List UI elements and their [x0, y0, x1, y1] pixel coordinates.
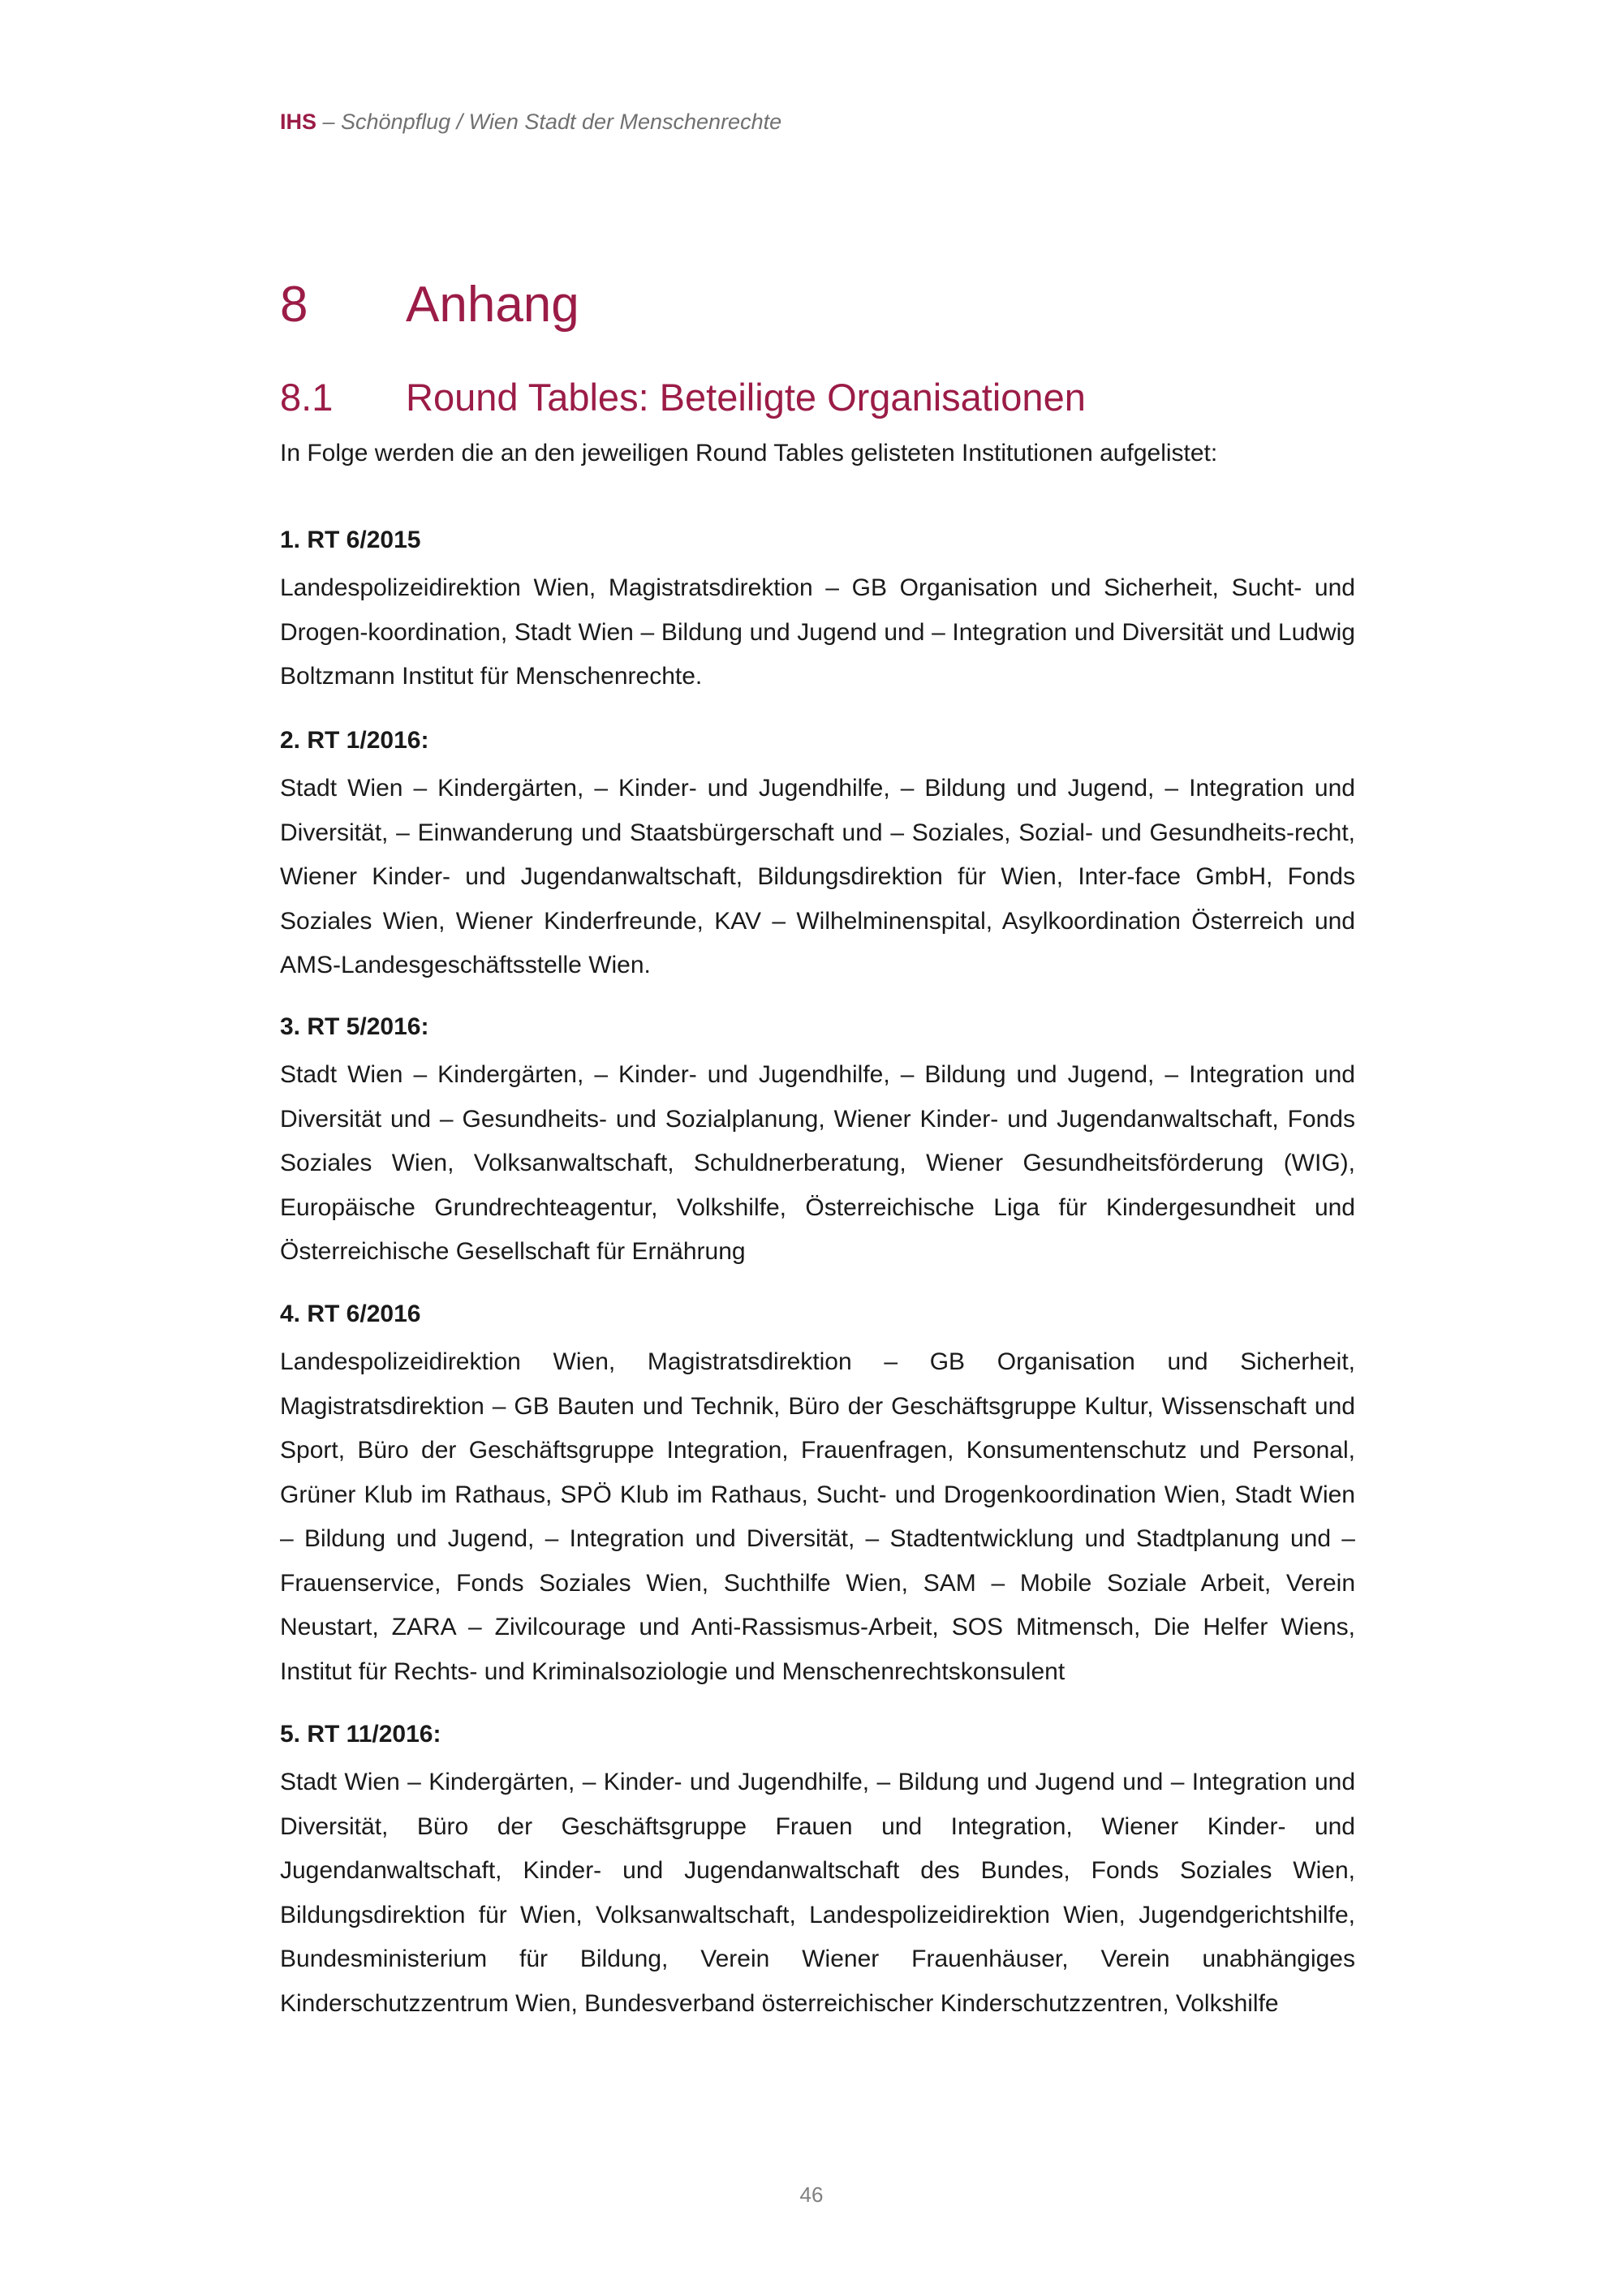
chapter-number: 8	[280, 277, 308, 333]
section-heading	[280, 376, 1086, 419]
header-org: IHS	[280, 110, 317, 134]
round-table-3	[280, 1009, 1355, 1275]
round-table-text: Stadt Wien – Kindergärten, – Kinder- und Jugendhilfe, – Bildung und Jugend, – Integration und Diversität und – Gesundheits- und Sozialplanung, Wiener Kinder- und Jugendanwaltschaft, Fonds Soziales Wien, Volksanwaltschaft, Schuldnerberatung, Wiener Gesundheitsförderung (WIG), Europäische Grundrechteagentur, Volkshilfe, Österreichische Liga für Kindergesundheit und Österreichische Gesellschaft für Ernährung	[280, 1061, 1355, 1265]
round-table-text: Landespolizeidirektion Wien, Magistratsdirektion – GB Organisation und Sicherheit, Magistratsdirektion – GB Bauten und Technik, Büro der Geschäftsgruppe Kultur, Wissenschaft und Sport, Büro der Geschäftsgruppe Integration, Frauenfragen, Konsumentenschutz und Personal, Grüner Klub im Rathaus, SPÖ Klub im Rathaus, Sucht- und Drogenkoordination Wien, Stadt Wien – Bildung und Jugend, – Integration und Diversität, – Stadtentwicklung und Stadtplanung und – Frauenservice, Fonds Soziales Wien, Suchthilfe Wien, SAM – Mobile Soziale Arbeit, Verein Neustart, ZARA – Zivilcourage und Anti-Rassismus-Arbeit, SOS Mitmensch, Die Helfer Wiens, Institut für Rechts- und Kriminalsoziologie und Menschenrechtskonsulent	[280, 1348, 1355, 1685]
round-table-1	[280, 522, 1355, 699]
round-table-5	[280, 1717, 1355, 2026]
round-table-title: 3. RT 5/2016:	[280, 1013, 429, 1040]
running-header	[280, 110, 781, 135]
page-number: 46	[799, 2182, 824, 2207]
round-table-title: 5. RT 11/2016:	[280, 1721, 441, 1748]
round-table-text: Stadt Wien – Kindergärten, – Kinder- und Jugendhilfe, – Bildung und Jugend und – Integration und Diversität, Büro der Geschäftsgruppe Frauen und Integration, Wiener Kinder- und Jugendanwaltschaft, Kinder- und Jugendanwaltschaft des Bundes, Fonds Soziales Wien, Bildungsdirektion für Wien, Volksanwaltschaft, Landespolizeidirektion Wien, Jugendgerichtshilfe, Bundesministerium für Bildung, Verein Wiener Frauenhäuser, Verein unabhängiges Kinderschutzzentrum Wien, Bundesverband österreichischer Kinderschutzzentren, Volkshilfe	[280, 1769, 1355, 2017]
round-table-text: Stadt Wien – Kindergärten, – Kinder- und Jugendhilfe, – Bildung und Jugend, – Integration und Diversität, – Einwanderung und Staatsbürgerschaft und – Soziales, Sozial- und Gesundheits-recht, Wiener Kinder- und Jugendanwaltschaft, Bildungsdirektion für Wien, Inter-face GmbH, Fonds Soziales Wien, Wiener Kinderfreunde, KAV – Wilhelminenspital, Asylkoordination Österreich und AMS-Landesgeschäftsstelle Wien.	[280, 775, 1355, 978]
header-title: – Schönpflug / Wien Stadt der Menschenrechte	[316, 110, 782, 134]
round-table-title: 1. RT 6/2015	[280, 527, 421, 553]
intro-paragraph: In Folge werden die an den jeweiligen Round Tables gelisteten Institutionen aufgelistet:	[280, 440, 1218, 467]
section-number: 8.1	[280, 376, 334, 419]
round-table-4	[280, 1296, 1355, 1694]
chapter-heading	[280, 277, 579, 333]
round-table-2	[280, 723, 1355, 988]
round-table-text: Landespolizeidirektion Wien, Magistratsdirektion – GB Organisation und Sicherheit, Sucht- und Drogen-koordination, Stadt Wien – Bildung und Jugend und – Integration und Diversität und Ludwig Boltzmann Institut für Menschenrechte.	[280, 574, 1355, 690]
chapter-title: Anhang	[406, 277, 579, 333]
section-title: Round Tables: Beteiligte Organisationen	[406, 376, 1086, 419]
round-table-title: 4. RT 6/2016	[280, 1301, 421, 1327]
round-table-title: 2. RT 1/2016:	[280, 727, 429, 754]
